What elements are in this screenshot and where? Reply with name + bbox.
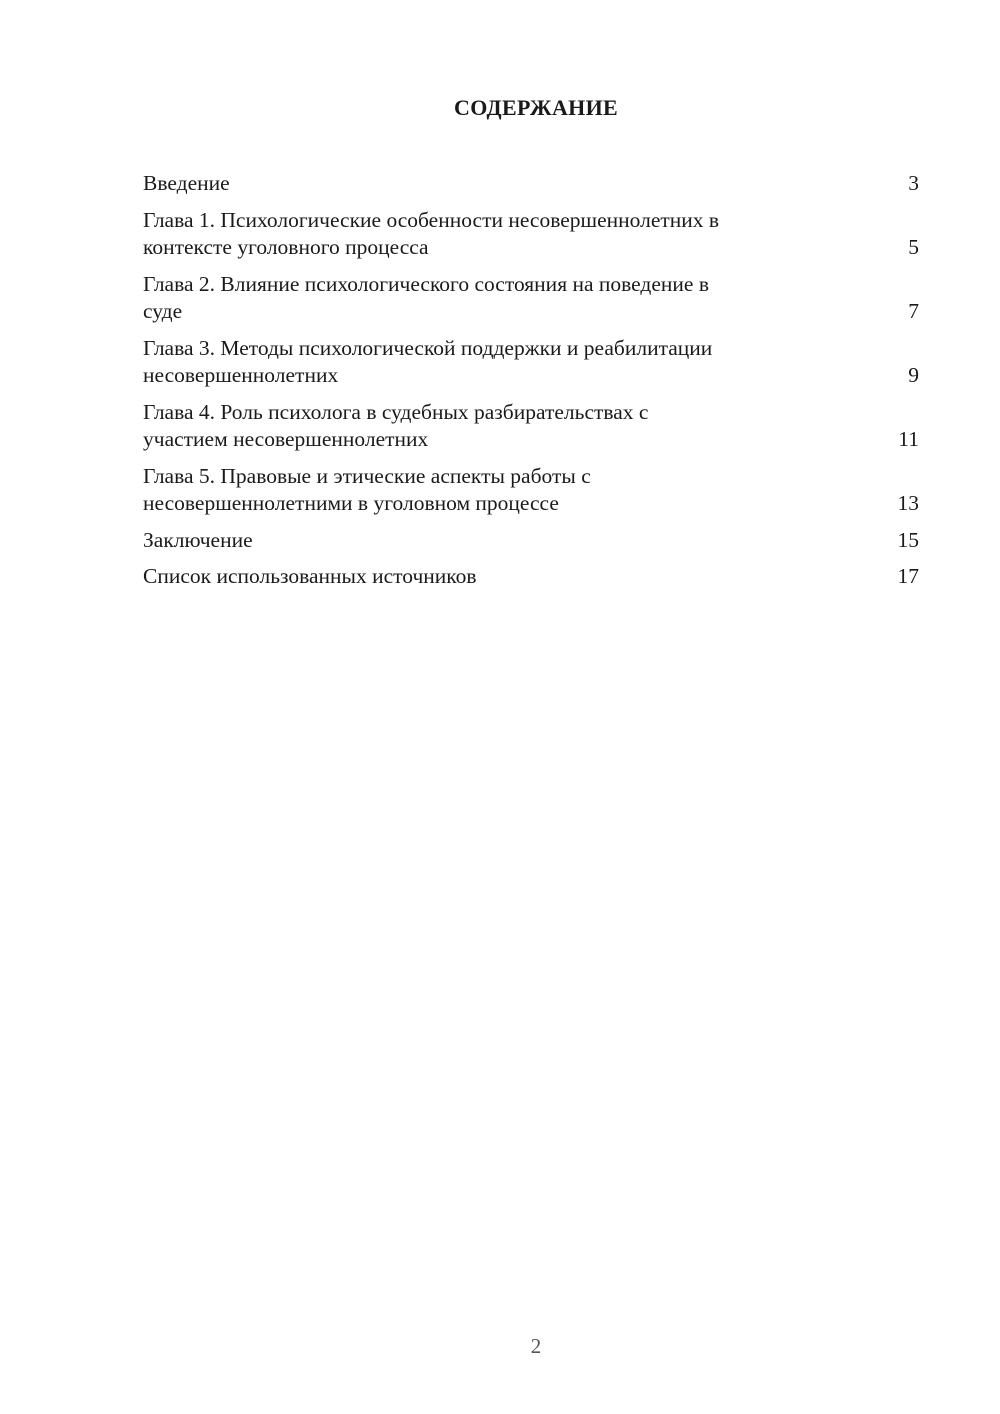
toc-entry-page: 9: [908, 363, 919, 387]
toc-entry-title: Глава 4. Роль психолога в судебных разбирательствах с участием несовершеннолетних: [143, 399, 649, 451]
toc-entry-page: 7: [908, 299, 919, 323]
toc-entry-conclusion: [143, 527, 919, 555]
toc-entry-title: Глава 3. Методы психологической поддержки и реабилитации несовершеннолетних: [143, 335, 713, 387]
toc-entry-introduction: [143, 170, 919, 198]
toc-entry-title: Введение: [143, 171, 230, 195]
toc-entry-chapter-3: [143, 335, 919, 390]
table-of-contents: [143, 170, 919, 600]
toc-entry-title: Список использованных источников: [143, 564, 477, 588]
toc-entry-page: 13: [897, 491, 919, 515]
toc-entry-title: Глава 5. Правовые и этические аспекты работы с несовершеннолетними в уголовном процессе: [143, 463, 591, 515]
toc-entry-title: Глава 2. Влияние психологического состояния на поведение в суде: [143, 271, 709, 323]
toc-heading: СОДЕРЖАНИЕ: [454, 95, 618, 120]
toc-entry-references: [143, 563, 919, 591]
page-number: 2: [530, 1334, 542, 1358]
toc-entry-chapter-5: [143, 463, 919, 518]
toc-entry-chapter-1: [143, 207, 919, 262]
toc-entry-title: Глава 1. Психологические особенности несовершеннолетних в контексте уголовного процесса: [143, 207, 720, 259]
toc-entry-chapter-2: [143, 271, 919, 326]
toc-entry-page: 17: [897, 564, 919, 588]
toc-entry-page: 15: [897, 527, 919, 552]
toc-entry-page: 5: [908, 235, 919, 259]
toc-entry-page: 3: [908, 171, 919, 195]
toc-entry-title: Заключение: [143, 527, 253, 552]
toc-entry-chapter-4: [143, 399, 919, 454]
toc-entry-page: 11: [898, 427, 919, 451]
